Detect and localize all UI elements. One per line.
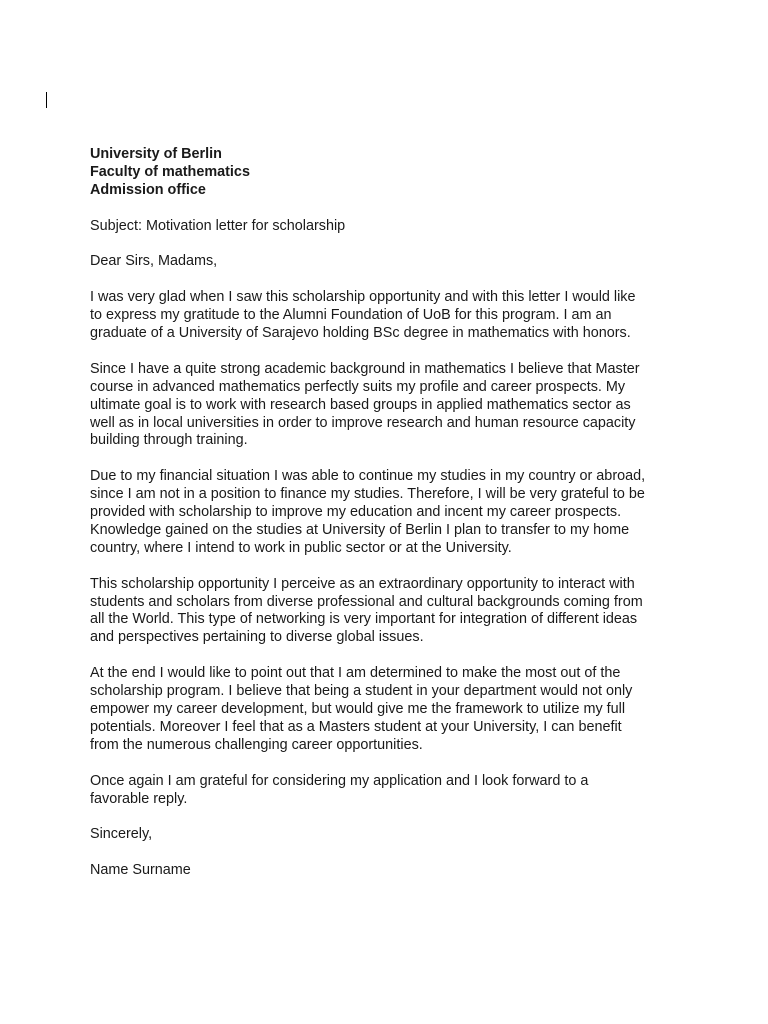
paragraph-line: course in advanced mathematics perfectly suits my profile and career prospects. My	[90, 378, 626, 395]
letter-paragraph	[90, 665, 690, 755]
paragraph-line: from the numerous challenging career opportunities.	[90, 736, 423, 753]
letter-paragraph	[90, 576, 690, 648]
letter-signature: Name Surname	[90, 862, 191, 879]
paragraph-line: graduate of a University of Sarajevo holding BSc degree in mathematics with honors.	[90, 325, 631, 342]
paragraph-line: potentials. Moreover I feel that as a Masters student at your University, I can benefit	[90, 718, 622, 735]
paragraph-line: well as in local universities in order to improve research and human resource capacity	[90, 414, 636, 431]
letter-paragraph	[90, 468, 690, 558]
paragraph-line: I was very glad when I saw this scholarship opportunity and with this letter I would like	[90, 289, 636, 306]
paragraph-line: since I am not in a position to finance my studies. Therefore, I will be very grateful to be	[90, 486, 645, 503]
paragraph-line: students and scholars from diverse professional and cultural backgrounds coming from	[90, 593, 643, 610]
letter-paragraph	[90, 289, 690, 343]
letter-closing: Sincerely,	[90, 826, 153, 843]
recipient-address	[90, 146, 690, 200]
paragraph-line: ultimate goal is to work with research based groups in applied mathematics sector as	[90, 396, 631, 413]
recipient-faculty: Faculty of mathematics	[90, 163, 250, 180]
paragraph-line: Due to my financial situation I was able to continue my studies in my country or abroad,	[90, 468, 646, 485]
letter-body	[90, 146, 690, 880]
paragraph-line: At the end I would like to point out that I am determined to make the most out of the	[90, 665, 621, 682]
letter-paragraph	[90, 773, 690, 809]
letter-paragraph	[90, 361, 690, 451]
paragraph-line: Since I have a quite strong academic background in mathematics I believe that Master	[90, 360, 640, 377]
recipient-office: Admission office	[90, 181, 206, 198]
letter-salutation: Dear Sirs, Madams,	[90, 253, 218, 270]
paragraph-line: scholarship program. I believe that being a student in your department would not only	[90, 683, 633, 700]
paragraph-line: and perspectives pertaining to diverse global issues.	[90, 629, 424, 646]
letter-paragraphs	[90, 289, 690, 808]
letter-subject: Subject: Motivation letter for scholarship	[90, 217, 346, 234]
recipient-university: University of Berlin	[90, 146, 222, 162]
paragraph-line: to express my gratitude to the Alumni Foundation of UoB for this program. I am an	[90, 307, 612, 324]
paragraph-line: country, where I intend to work in public sector or at the University.	[90, 539, 512, 556]
paragraph-line: provided with scholarship to improve my education and incent my career prospects.	[90, 504, 622, 521]
paragraph-line: Once again I am grateful for considering my application and I look forward to a	[90, 772, 589, 789]
paragraph-line: Knowledge gained on the studies at University of Berlin I plan to transfer to my home	[90, 521, 630, 538]
paragraph-line: all the World. This type of networking is very important for integration of different ideas	[90, 611, 638, 628]
paragraph-line: empower my career development, but would give me the framework to utilize my full	[90, 700, 626, 717]
paragraph-line: This scholarship opportunity I perceive as an extraordinary opportunity to interact with	[90, 575, 635, 592]
paragraph-line: building through training.	[90, 432, 248, 449]
text-cursor	[46, 92, 47, 108]
paragraph-line: favorable reply.	[90, 790, 188, 807]
